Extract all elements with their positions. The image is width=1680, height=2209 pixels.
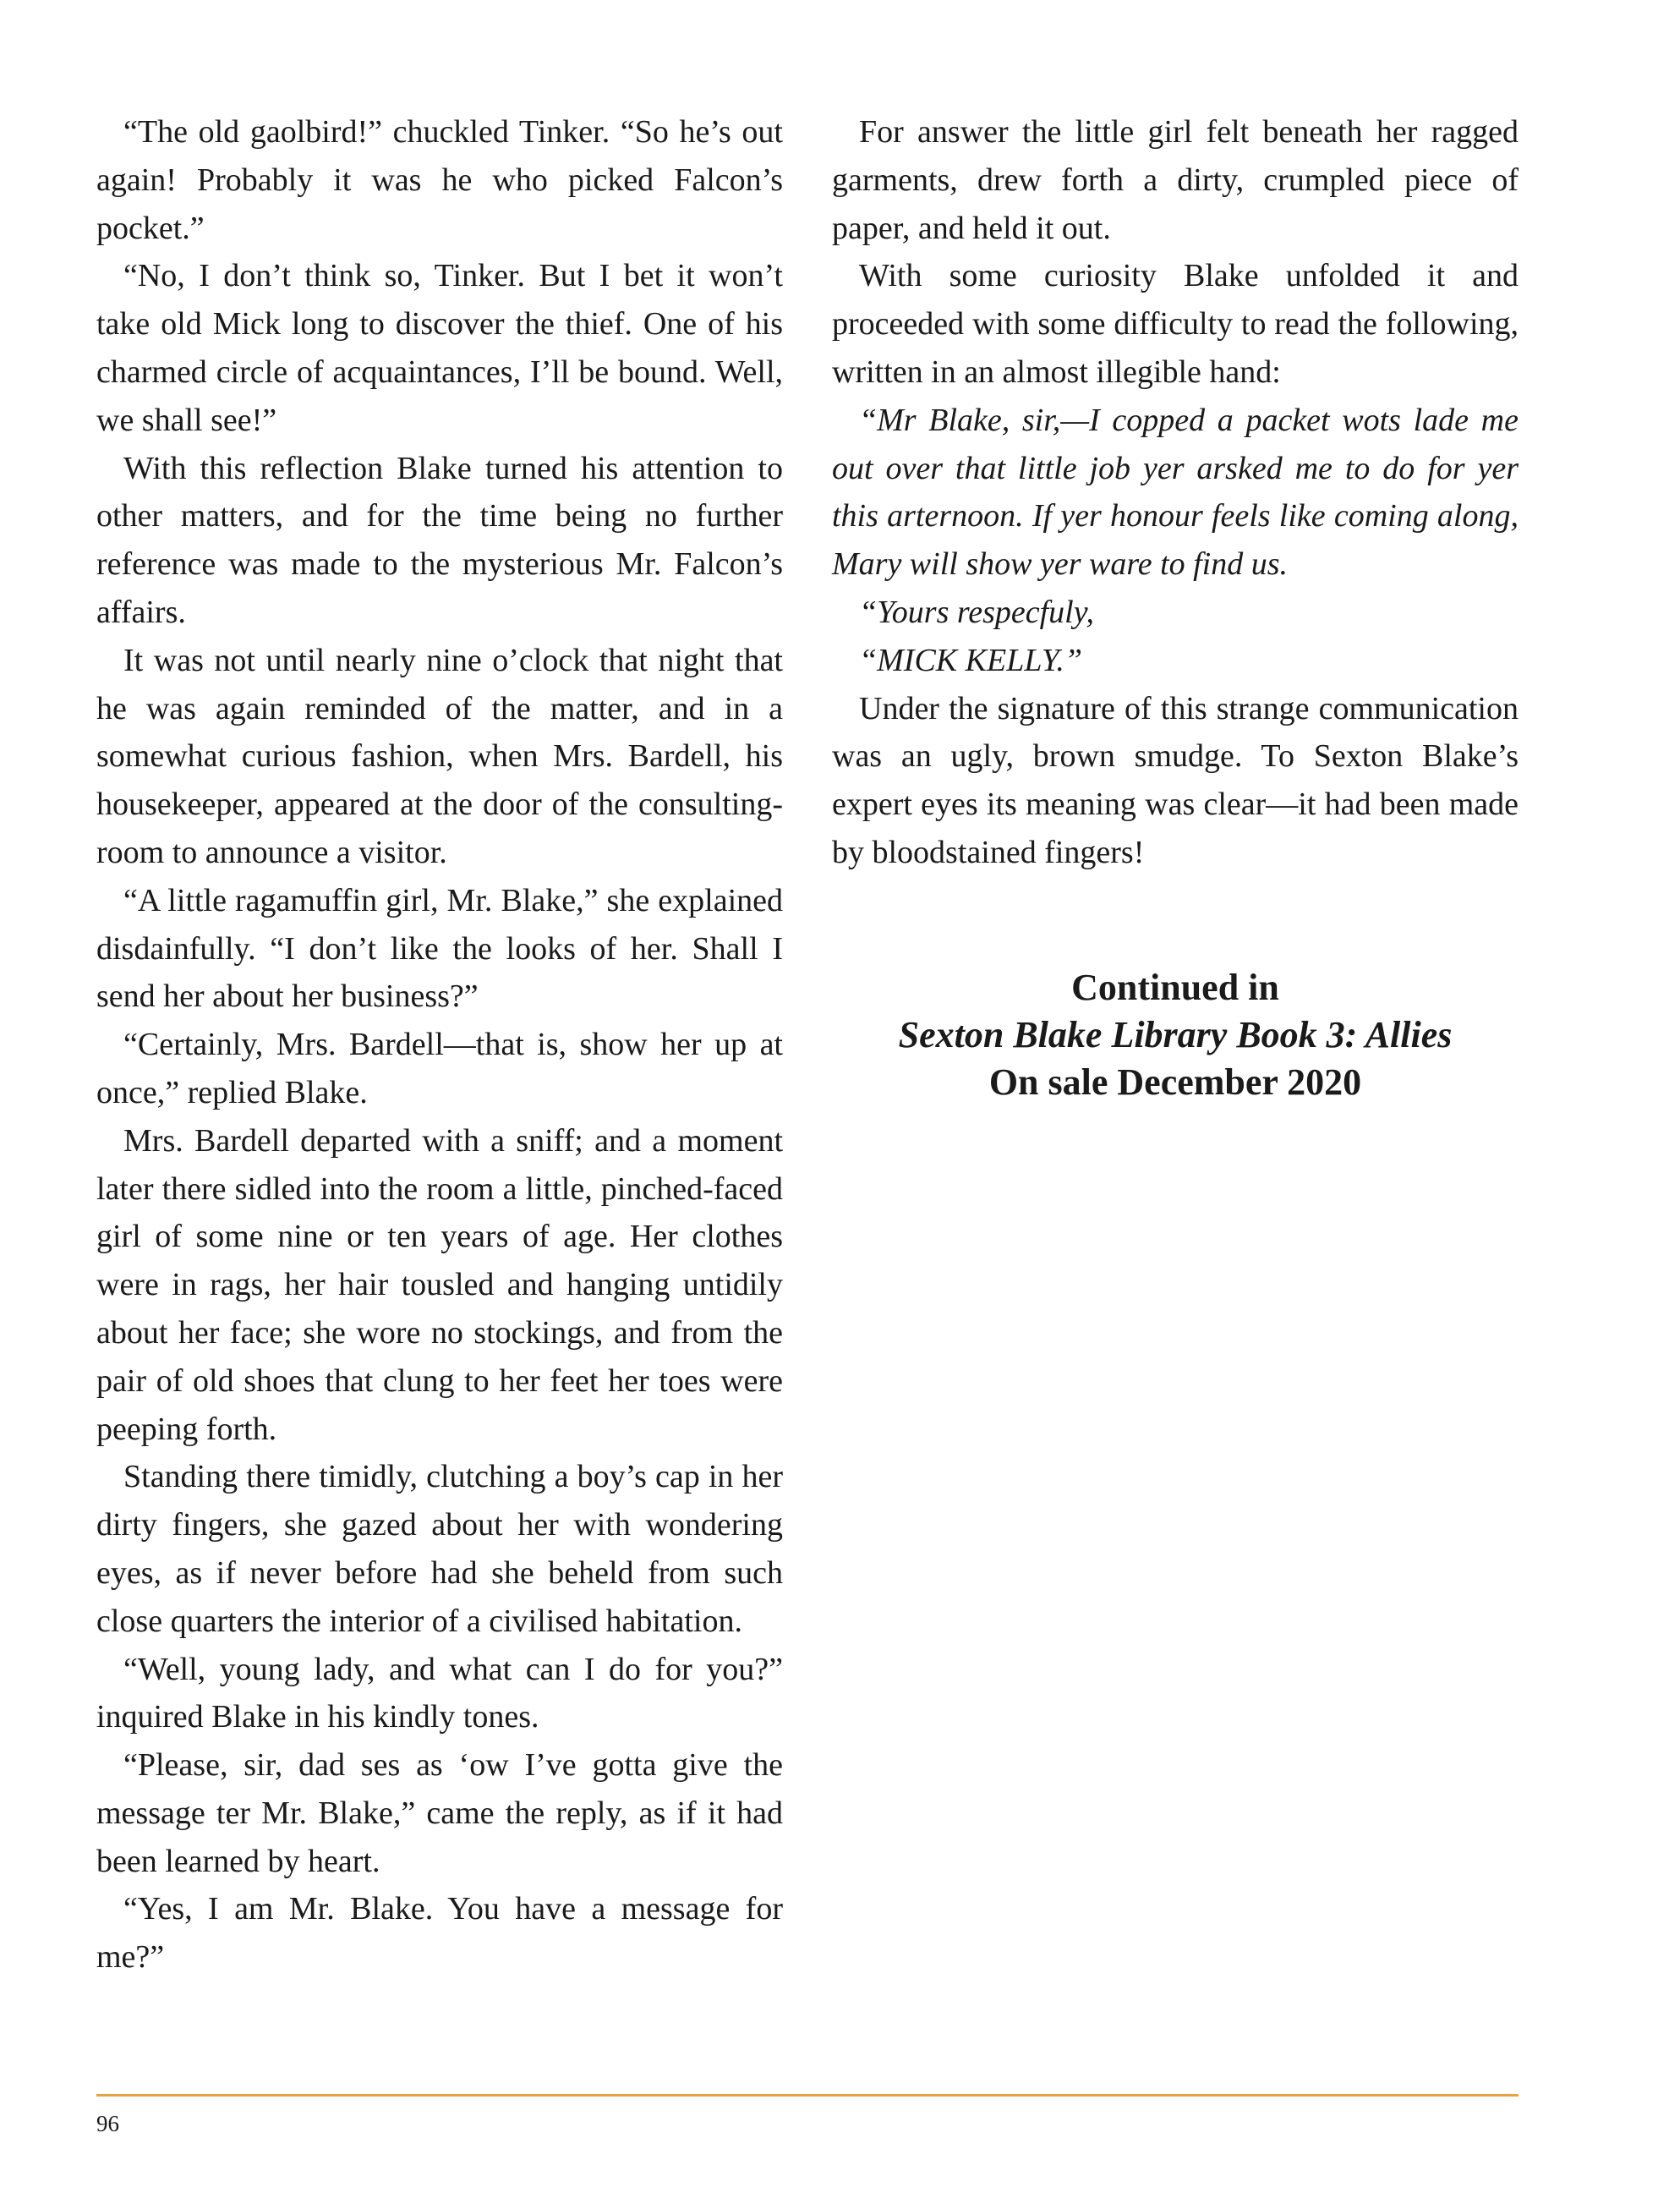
continued-line: Continued in bbox=[1071, 967, 1279, 1008]
paragraph: For answer the little girl felt beneath her ragged garments, drew forth a dirty, crumpled piece of paper, and held it out. bbox=[832, 114, 1519, 246]
paragraph: With some curiosity Blake unfolded it and proceeded with some difficulty to read the following, written in an almost illegible hand: bbox=[832, 258, 1519, 390]
paragraph: Under the signature of this strange communication was an ugly, brown smudge. To Sexton Blake’s expert eyes its meaning was clear—it had been made by bloodstained fingers! bbox=[832, 690, 1519, 870]
continued-notice bbox=[832, 964, 1519, 1106]
left-column bbox=[96, 108, 783, 1982]
paragraph: With this reflection Blake turned his attention to other matters, and for the time being no further reference was made to the mysterious Mr. Falcon’s affairs. bbox=[96, 450, 783, 630]
paragraph: “The old gaolbird!” chuckled Tinker. “So he’s out again! Probably it was he who picked Falcon’s pocket.” bbox=[96, 114, 783, 246]
paragraph: Standing there timidly, clutching a boy’s cap in her dirty fingers, she gazed about her with wondering eyes, as if never before had she beheld from such close quarters the interior of a civilised habitation. bbox=[96, 1459, 783, 1639]
page-number: 96 bbox=[96, 2111, 119, 2136]
paragraph: Mrs. Bardell departed with a sniff; and a moment later there sidled into the room a little, pinched-faced girl of some nine or ten years of age. Her clothes were in rags, her hair tousled and hanging untidily about her face; she wore no stockings, and from the pair of old shoes that clung to her feet her toes were peeping forth. bbox=[96, 1122, 783, 1447]
letter-closing: “Yours respecfuly, bbox=[859, 594, 1095, 630]
sale-date: On sale December 2020 bbox=[988, 1061, 1362, 1103]
paragraph: “Yes, I am Mr. Blake. You have a message for me?” bbox=[96, 1891, 783, 1976]
paragraph: “A little ragamuffin girl, Mr. Blake,” she explained disdainfully. “I don’t like the looks of her. Shall I send her about her business?” bbox=[96, 882, 783, 1015]
footer-rule bbox=[96, 2094, 1519, 2097]
paragraph: “No, I don’t think so, Tinker. But I bet it won’t take old Mick long to discover the thief. One of his charmed circle of acquaintances, I’ll be bound. Well, we shall see!” bbox=[96, 258, 783, 438]
right-column bbox=[832, 108, 1519, 877]
next-book-title: Sexton Blake Library Book 3: Allies bbox=[898, 1014, 1453, 1055]
letter-body: “Mr Blake, sir,—I copped a packet wots lade me out over that little job yer arsked me to do for yer this arternoon. If yer honour feels like coming along, Mary will show yer ware to find us. bbox=[832, 402, 1519, 583]
paragraph: “Certainly, Mrs. Bardell—that is, show her up at once,” replied Blake. bbox=[96, 1027, 783, 1110]
paragraph: It was not until nearly nine o’clock that night that he was again reminded of the matter, and in a somewhat curious fashion, when Mrs. Bardell, his housekeeper, appeared at the door of the consulting-room to announce a visitor. bbox=[96, 642, 783, 870]
letter-signature: “MICK KELLY.” bbox=[859, 642, 1082, 678]
paragraph: “Please, sir, dad ses as ‘ow I’ve gotta give the message ter Mr. Blake,” came the reply, as if it had been learned by heart. bbox=[96, 1747, 783, 1879]
paragraph: “Well, young lady, and what can I do for you?” inquired Blake in his kindly tones. bbox=[96, 1651, 783, 1735]
